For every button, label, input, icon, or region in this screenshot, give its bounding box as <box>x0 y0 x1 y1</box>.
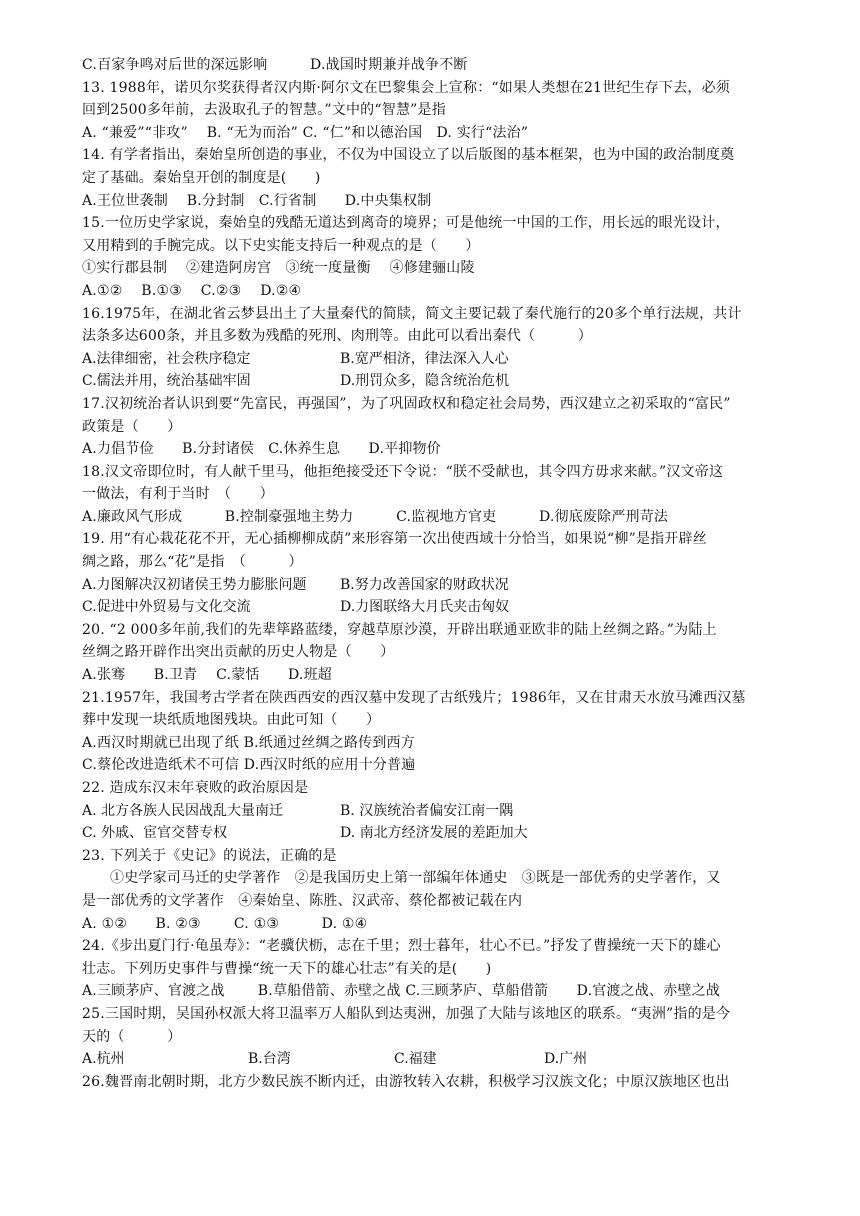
text-line: A.王位世袭制 B.分封制 C.行省制 D.中央集权制 <box>82 192 432 209</box>
text-line: A.力倡节俭 B.分封诸侯 C.休养生息 D.平抑物价 <box>82 441 441 458</box>
text-line: A. “兼爱”“非攻” B. “无为而治” C. “仁”和以德治国 D. 实行“法治” <box>82 124 529 141</box>
text-line: 葬中发现一块纸质地图残块。由此可知（ ） <box>82 712 381 729</box>
option-row <box>82 370 782 393</box>
option-cell: A. 北方各族人民因战乱大量南迁 <box>82 802 284 819</box>
text-line: A.廉政风气形成 B.控制豪强地主势力 C.监视地方官吏 D.彻底废除严刑苛法 <box>82 508 669 525</box>
text-line: 22. 造成东汉末年衰败的政治原因是 <box>82 780 309 796</box>
text-line: 16.1975年，在湖北省云梦县出土了大量秦代的简牍，简文主要记载了秦代施行的20多个单行法规，共计 <box>82 305 742 322</box>
text-line: C.蔡伦改进造纸术不可信 D.西汉时纸的应用十分普遍 <box>82 757 416 774</box>
option-row <box>82 596 782 619</box>
option-row <box>82 800 782 823</box>
text-line: 19. 用“有心栽花花不开，无心插柳柳成荫”来形容第一次出使西域十分恰当，如果说“柳”是指开辟丝 <box>82 531 707 548</box>
text-line: 13. 1988年，诺贝尔奖获得者汉内斯·阿尔文在巴黎集会上宣称：“如果人类想在21世纪生存下去，必须 <box>82 79 730 96</box>
text-line: ①史学家司马迁的史学著作 ②是我国历史上第一部编年体通史 ③既是一部优秀的史学著作，又 <box>110 870 721 887</box>
option-cell: A.杭州 <box>82 1051 125 1068</box>
option-row <box>82 348 782 371</box>
option-cell: D. 南北方经济发展的差距加大 <box>340 825 528 842</box>
text-line: ①实行郡县制 ②建造阿房宫 ③统一度量衡 ④修建骊山陵 <box>82 260 475 277</box>
option-row <box>82 1048 782 1071</box>
text-line: 是一部优秀的文学著作 ④秦始皇、陈胜、汉武帝、蔡伦都被记载在内 <box>82 892 523 909</box>
text-line: 天的（ ） <box>82 1028 182 1045</box>
option-cell: D.力图联络大月氏夹击匈奴 <box>340 599 510 616</box>
option-cell: C. 外戚、宦官交替专权 <box>82 825 228 842</box>
option-cell: B.努力改善国家的财政状况 <box>340 576 509 593</box>
text-line: 24.《步出夏门行·龟虽寿》：“老骥伏枥，志在千里；烈士暮年，壮心不已。”抒发了曹操统一天下的雄心 <box>82 938 721 955</box>
option-cell: C.促进中外贸易与文化交流 <box>82 599 251 616</box>
text-line: 又用精到的手腕完成。以下史实能支持后一种观点的是（ ） <box>82 237 480 254</box>
text-line: 回到2500多年前，去汲取孔子的智慧。”文中的“智慧”是指 <box>82 102 446 119</box>
text-line: 绸之路，那么“花”是指 （ ） <box>82 554 303 571</box>
text-line: 20. “2 000多年前,我们的先辈筚路蓝缕，穿越草原沙漠，开辟出联通亚欧非的陆上丝绸之路。”为陆上 <box>82 621 717 638</box>
text-line: 定了基础。秦始皇开创的制度是( ) <box>82 169 321 186</box>
text-line: 26.魏晋南北朝时期，北方少数民族不断内迁，由游牧转入农耕，积极学习汉族文化；中原汉族地区也出 <box>82 1073 730 1090</box>
text-line: A.三顾茅庐、官渡之战 B.草船借箭、赤壁之战 C.三顾茅庐、草船借箭 D.官渡之战、赤壁之战 <box>82 983 721 1000</box>
option-cell: C.儒法并用，统治基础牢固 <box>82 373 251 390</box>
text-line: 政策是（ ） <box>82 418 182 435</box>
text-line: 18.汉文帝即位时，有人献千里马，他拒绝接受还下令说：“朕不受献也，其令四方毋求来献。”汉文帝这 <box>82 463 724 480</box>
text-line: 14. 有学者指出，秦始皇所创造的事业，不仅为中国设立了以后版图的基本框架，也为中国的政治制度奠 <box>82 147 735 164</box>
exam-page <box>82 54 782 1093</box>
text-line: A.西汉时期就已出现了纸 B.纸通过丝绸之路传到西方 <box>82 734 415 751</box>
option-cell: A.法律细密，社会秩序稳定 <box>82 350 251 367</box>
text-line: C.百家争鸣对后世的深远影响 D.战国时期兼并战争不断 <box>82 57 468 73</box>
option-cell: B.宽严相济，律法深入人心 <box>340 350 509 367</box>
text-line: 一做法，有利于当时 （ ） <box>82 486 274 503</box>
text-line: A. ①② B. ②③ C. ①③ D. ①④ <box>82 915 368 932</box>
option-cell: A.力图解决汉初诸侯王势力膨胀问题 <box>82 576 307 593</box>
option-cell: C.福建 <box>394 1051 437 1068</box>
text-line: A.张骞 B.卫青 C.蒙恬 D.班超 <box>82 667 332 684</box>
option-cell: D.刑罚众多，隐含统治危机 <box>340 373 510 390</box>
text-line: A.①② B.①③ C.②③ D.②④ <box>82 282 302 299</box>
text-line: 15.一位历史学家说，秦始皇的残酷无道达到离奇的境界；可是他统一中国的工作，用长远的眼光设计， <box>82 215 730 232</box>
option-cell: B. 汉族统治者偏安江南一隅 <box>340 802 514 819</box>
text-line: 25.三国时期，吴国孙权派大将卫温率万人船队到达夷洲，加强了大陆与该地区的联系。“夷洲”指的是今 <box>82 1005 731 1022</box>
text-line: 23. 下列关于《史记》的说法，正确的是 <box>82 847 337 864</box>
text-line: 法条多达600条，并且多数为残酷的死刑、肉刑等。由此可以看出秦代（ ） <box>82 328 593 345</box>
text-line: 壮志。下列历史事件与曹操“统一天下的雄心壮志”有关的是( ) <box>82 960 492 977</box>
text-line: 17.汉初统治者认识到要“先富民，再强国”，为了巩固政权和稳定社会局势，西汉建立之初采取的“富民” <box>82 395 731 412</box>
option-row <box>82 822 782 845</box>
option-cell: D.广州 <box>544 1051 588 1068</box>
text-line: 丝绸之路开辟作出突出贡献的历史人物是（ ） <box>82 644 395 661</box>
text-line: 21.1957年，我国考古学者在陕西西安的西汉墓中发现了古纸残片；1986年，又在甘肃天水放马滩西汉墓 <box>82 689 746 706</box>
option-cell: B.台湾 <box>248 1051 291 1068</box>
option-row <box>82 574 782 597</box>
